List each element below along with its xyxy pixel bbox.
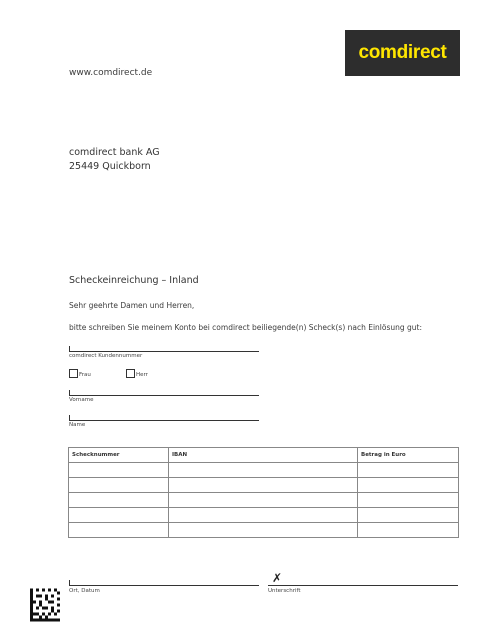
customer-number-field[interactable]	[69, 351, 259, 352]
table-cell[interactable]	[69, 508, 169, 523]
table-cell[interactable]	[358, 508, 459, 523]
table-header-row	[69, 448, 459, 463]
checkbox-herr-label: Herr	[136, 372, 148, 378]
table-row	[69, 493, 459, 508]
table-cell[interactable]	[169, 463, 358, 478]
comdirect-logo	[345, 30, 460, 76]
signature-cross-icon: ✗	[272, 571, 283, 585]
table-cell[interactable]	[169, 508, 358, 523]
qr-code-icon	[30, 588, 60, 622]
signature-field[interactable]	[268, 585, 458, 586]
table-cell[interactable]	[169, 523, 358, 538]
customer-number-label: comdirect Kundennummer	[69, 353, 143, 359]
table-cell[interactable]	[358, 493, 459, 508]
signature-label: Unterschrift	[268, 588, 301, 594]
last-name-label: Name	[69, 422, 86, 428]
table-cell[interactable]	[169, 493, 358, 508]
checkbox-frau[interactable]	[69, 369, 78, 378]
last-name-field[interactable]	[69, 420, 259, 421]
address-line-2: 25449 Quickborn	[69, 161, 151, 172]
place-date-field[interactable]	[69, 585, 259, 586]
letter-title: Scheckeinreichung – Inland	[69, 275, 199, 286]
table-cell[interactable]	[69, 478, 169, 493]
website-url: www.comdirect.de	[69, 68, 153, 78]
first-name-field[interactable]	[69, 395, 259, 396]
column-header-iban: IBAN	[169, 448, 358, 463]
place-date-label: Ort, Datum	[69, 588, 100, 594]
column-header-scheck-number: Schecknummer	[69, 448, 169, 463]
table-cell[interactable]	[358, 463, 459, 478]
table-cell[interactable]	[169, 478, 358, 493]
first-name-label: Vorname	[69, 397, 94, 403]
table-row	[69, 508, 459, 523]
logo-text: comdirect	[358, 42, 447, 63]
table-cell[interactable]	[69, 463, 169, 478]
letter-body: bitte schreiben Sie meinem Konto bei comdirect beiliegende(n) Scheck(s) nach Einlösung gut:	[69, 323, 423, 332]
letter-salutation: Sehr geehrte Damen und Herren,	[69, 301, 195, 310]
table-cell[interactable]	[358, 478, 459, 493]
table-cell[interactable]	[69, 523, 169, 538]
checkbox-herr[interactable]	[126, 369, 135, 378]
table-cell[interactable]	[69, 493, 169, 508]
address-block	[69, 146, 160, 174]
column-header-amount: Betrag in Euro	[358, 448, 459, 463]
cheque-table	[68, 447, 459, 538]
checkbox-frau-label: Frau	[79, 372, 91, 378]
table-row	[69, 478, 459, 493]
table-row	[69, 523, 459, 538]
table-row	[69, 463, 459, 478]
address-line-1: comdirect bank AG	[69, 147, 160, 158]
table-cell[interactable]	[358, 523, 459, 538]
